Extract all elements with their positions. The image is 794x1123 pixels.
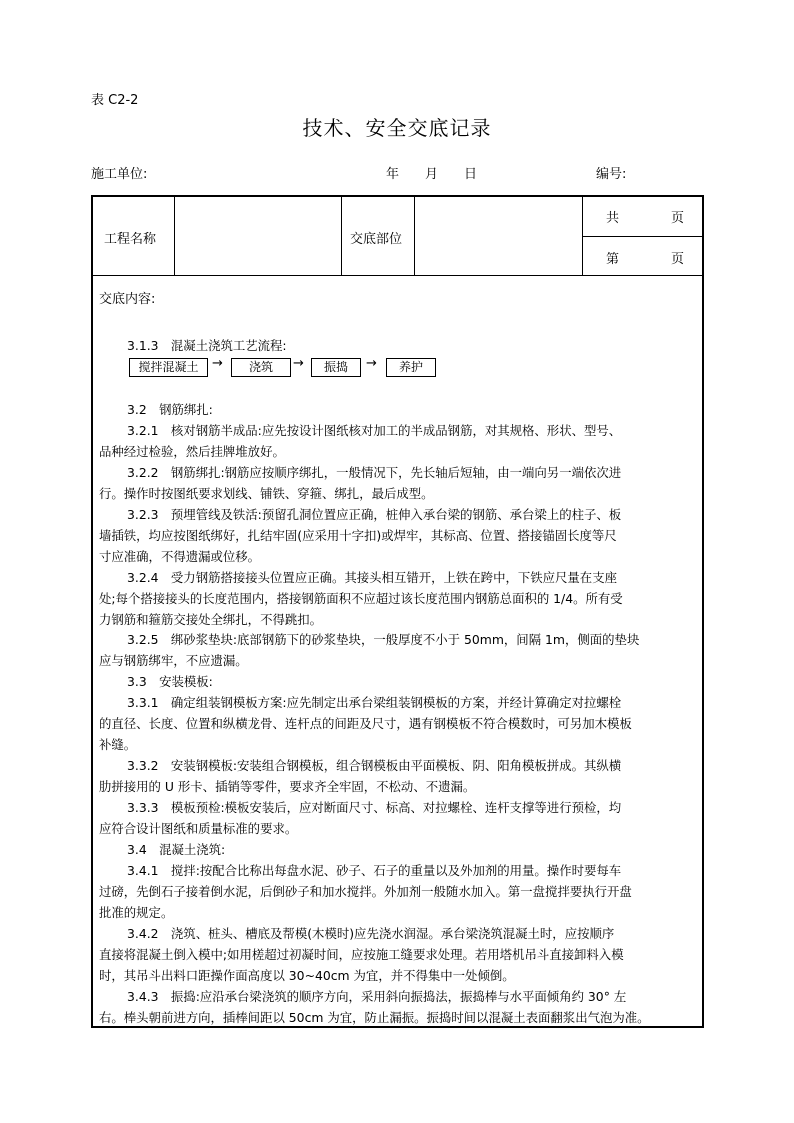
- content-line: 直接将混凝土倒入模中;如用槎超过初凝时间，应按施工缝要求处理。若用塔机吊斗直接卸料入模: [99, 946, 624, 962]
- content-line: 补缝。: [99, 737, 137, 753]
- column-divider-1: [174, 195, 175, 276]
- content-line: 肋拼接用的 U 形卡、插销等零件，要求齐全牢固，不松动、不遗漏。: [99, 779, 476, 795]
- content-line: 3.2.3 预埋管线及铁活:预留孔洞位置应正确，桩伸入承台梁的钢筋、承台梁上的柱子、板: [127, 506, 622, 522]
- content-line: 3.3.1 确定组装钢模板方案:应先制定出承台梁组装钢模板的方案，并经计算确定对拉螺栓: [127, 695, 622, 711]
- content-line: 应符合设计图纸和质量标准的要求。: [99, 821, 298, 836]
- content-line: 3.2.5 绑砂浆垫块:底部钢筋下的砂浆垫块，一般厚度不小于 50mm，间隔 1m，侧面的垫块: [127, 632, 640, 648]
- handover-part-field[interactable]: [416, 198, 580, 274]
- content-line: 3.2.2 钢筋绑扎:钢筋应按顺序绑扎，一般情况下，先长轴后短轴，由一端向另一端依次进: [127, 464, 622, 480]
- serial-number-label: 编号:: [596, 167, 627, 182]
- page-count-divider: [582, 236, 704, 237]
- flow-step-label: 浇筑: [248, 360, 273, 374]
- content-line: 的直径、长度、位置和纵横龙骨、连杆点的间距及尺寸，遇有钢模板不符合模数时，可另加木模板: [99, 716, 632, 732]
- date-label: 年 月 日: [386, 167, 478, 182]
- flow-step-cure: [386, 358, 436, 377]
- content-label: 交底内容:: [99, 292, 156, 307]
- header-row-divider: [91, 275, 704, 276]
- content-line: 应与钢筋绑牢，不应遗漏。: [99, 653, 248, 669]
- content-line: 3.3.2 安装钢模板:安装组合钢模板，组合钢模板由平面模板、阴、阳角模板拼成。其纵横: [127, 758, 622, 774]
- content-line: 3.2.4 受力钢筋搭接接头位置应正确。其接头相互错开，上铁在跨中，下铁应尺量在支座: [127, 569, 617, 585]
- construction-unit-label: 施工单位:: [91, 167, 148, 182]
- total-pages-label: 共 页: [606, 211, 685, 226]
- flow-step-label: 搅拌混凝土: [138, 360, 199, 374]
- flow-heading: 3.1.3 混凝土浇筑工艺流程:: [127, 338, 287, 353]
- project-name-label: 工程名称: [104, 232, 157, 247]
- content-line: 3.3 安装模板:: [127, 674, 213, 690]
- flow-step-mix: [129, 358, 208, 377]
- page-number-label: 第 页: [606, 252, 685, 267]
- content-line: 右。棒头朝前进方向，插棒间距以 50cm 为宜，防止漏振。振捣时间以混凝土表面翻浆出气泡为准。: [99, 1009, 650, 1025]
- flow-arrow-icon: →: [293, 356, 304, 371]
- handover-part-label: 交底部位: [350, 232, 403, 247]
- content-line: 3.4 混凝土浇筑:: [127, 841, 226, 857]
- content-line: 品种经过检验，然后挂牌堆放好。: [99, 443, 285, 459]
- content-line: 3.4.2 浇筑、桩头、槽底及帮模(木模时)应先浇水润湿。承台梁浇筑混凝土时，应按顺序: [127, 925, 615, 941]
- page-title: 技术、安全交底记录: [302, 116, 492, 140]
- content-line: 处;每个搭接接头的长度范围内，搭接钢筋面积不应超过该长度范围内钢筋总面积的 1/4。所有受: [99, 590, 623, 606]
- project-name-field[interactable]: [176, 198, 339, 274]
- content-line: 3.2 钢筋绑扎:: [127, 402, 213, 417]
- form-number: 表 C2-2: [91, 93, 139, 108]
- content-line: 3.3.3 模板预检:模板安装后，应对断面尺寸、标高、对拉螺栓、连杆支撑等进行预检，均: [127, 800, 622, 816]
- content-line: 3.4.1 搅拌:按配合比称出每盘水泥、砂子、石子的重量以及外加剂的用量。操作时要每车: [127, 862, 622, 878]
- flow-step-pour: [231, 358, 291, 377]
- content-line: 行。操作时按图纸要求划线、铺铁、穿箍、绑扎，最后成型。: [99, 485, 434, 501]
- flow-step-vibrate: [311, 358, 361, 377]
- content-line: 时，其吊斗出料口距操作面高度以 30~40cm 为宜，并不得集中一处倾倒。: [99, 967, 515, 983]
- flow-step-label: 振捣: [323, 360, 348, 374]
- content-line: 3.4.3 振捣:应沿承台梁浇筑的顺序方向，采用斜向振捣法，振捣棒与水平面倾角约 30° 左: [127, 988, 627, 1004]
- column-divider-4: [582, 195, 583, 276]
- flow-step-label: 养护: [398, 360, 423, 374]
- content-line: 寸应准确，不得遗漏或位移。: [99, 548, 261, 564]
- content-line: 批准的规定。: [99, 904, 174, 920]
- content-line: 3.2.1 核对钢筋半成品:应先按设计图纸核对加工的半成品钢筋，对其规格、形状、型号、: [127, 422, 622, 438]
- content-line: 力钢筋和箍筋交接处全绑扎，不得跳扣。: [99, 611, 323, 627]
- column-divider-3: [414, 195, 415, 276]
- content-line: 墙插铁，均应按图纸绑好，扎结牢固(应采用十字扣)或焊牢，其标高、位置、搭接锚固长度等尺: [99, 527, 617, 543]
- flow-arrow-icon: →: [366, 356, 377, 371]
- flow-arrow-icon: →: [212, 356, 223, 371]
- column-divider-2: [341, 195, 342, 276]
- content-line: 过磅，先倒石子接着倒水泥，后倒砂子和加水搅拌。外加剂一般随水加入。第一盘搅拌要执行开盘: [99, 883, 632, 899]
